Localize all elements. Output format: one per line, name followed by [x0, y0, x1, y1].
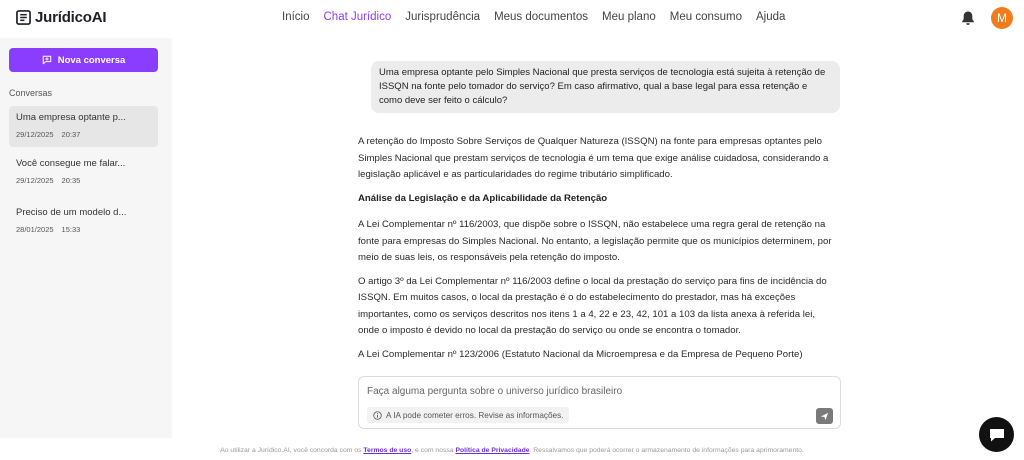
answer-paragraph: A Lei Complementar nº 116/2003, que dispõe sobre o ISSQN, não estabelece uma regra geral de retenção na fonte para empresas do Simples Nacional. No entanto, a legislação permite que os municípios determinem, por meio de suas leis, os responsáveis pela retenção do imposto.: [358, 219, 832, 263]
conversation-time: 20:37: [61, 130, 81, 139]
nav-item-chat-juridico[interactable]: Chat Jurídico: [323, 11, 392, 23]
conversation-date: 29/12/2025: [16, 130, 54, 139]
info-icon: [373, 411, 382, 420]
conversation-date: 28/01/2025: [16, 225, 54, 234]
chat-plus-icon: [42, 55, 52, 65]
user-message-bubble: Uma empresa optante pelo Simples Nacional que presta serviços de tecnologia está sujeita à retenção de ISSQN na fonte pelo tomador do serviço? Em caso afirmativo, qual a base legal para essa retenção e como deve ser feito o cálculo?: [371, 61, 840, 113]
main-nav: [282, 11, 785, 23]
question-input[interactable]: [367, 383, 807, 399]
chat-bubble-icon: [988, 427, 1006, 443]
chat-area: [172, 38, 1024, 438]
send-icon: [820, 412, 829, 421]
footer-text: , e com nossa: [411, 447, 456, 454]
send-button[interactable]: [816, 408, 833, 424]
nav-item-ajuda[interactable]: Ajuda: [755, 11, 786, 23]
footer-text: Ao utilizar a Jurídico.AI, você concorda com os: [220, 447, 364, 454]
privacy-policy-link[interactable]: Política de Privacidade: [455, 447, 530, 454]
message-composer: [358, 376, 841, 429]
conversation-timestamp: [16, 130, 151, 139]
ai-warning-badge: [367, 407, 569, 423]
terms-of-use-link[interactable]: Termos de uso: [363, 447, 412, 454]
conversation-title: Você consegue me falar...: [16, 158, 126, 169]
nav-item-jurisprudencia[interactable]: Jurisprudência: [405, 11, 481, 23]
conversation-title: Preciso de um modelo d...: [16, 207, 127, 218]
support-chat-button[interactable]: [979, 417, 1014, 452]
conversation-sidebar: [0, 38, 172, 438]
conversation-timestamp: [16, 225, 151, 234]
conversation-time: 15:33: [61, 225, 81, 234]
answer-heading: Análise da Legislação e da Aplicabilidade da Retenção: [358, 192, 608, 204]
conversation-time: 20:35: [61, 176, 81, 185]
document-logo-icon: [16, 10, 31, 25]
top-header: [0, 0, 1024, 38]
footer-text: . Ressalvamos que poderá ocorrer o armazenamento de informações para aprimoramento.: [529, 447, 804, 454]
conversation-item[interactable]: [9, 152, 158, 193]
new-conversation-button[interactable]: [9, 48, 158, 72]
brand-name: JurídicoAI: [35, 9, 107, 26]
bell-icon[interactable]: [960, 10, 976, 26]
answer-paragraph: A Lei Complementar nº 123/2006 (Estatuto Nacional da Microempresa e da Empresa de Pequeno Porte): [358, 348, 803, 360]
legal-footer: [0, 438, 1024, 460]
nav-item-meus-documentos[interactable]: Meus documentos: [494, 11, 589, 23]
brand-logo[interactable]: [16, 9, 106, 26]
answer-paragraph: O artigo 3º da Lei Complementar nº 116/2003 define o local da prestação do serviço para fins de incidência do ISSQN. Em muitos casos, o local da prestação é o do estabelecimento do prestador, mas há exceções importantes, como os serviços descritos nos itens 1 a 4, 22 e 23, 42, 101 a 103 da lista anexa à referida lei, onde o imposto é devido no local da prestação do serviço ou onde se encontra o tomador.: [358, 275, 827, 336]
new-conversation-label: Nova conversa: [57, 54, 126, 66]
assistant-answer: [358, 134, 838, 370]
conversations-heading: Conversas: [9, 88, 53, 98]
ai-warning-text: A IA pode cometer erros. Revise as informações.: [386, 410, 564, 420]
conversation-timestamp: [16, 176, 151, 185]
answer-paragraph: A retenção do Imposto Sobre Serviços de Qualquer Natureza (ISSQN) na fonte para empresas optantes pelo Simples Nacional que prestam serviços de tecnologia é um tema que exige análise cuidadosa, considerando a legislação aplicável e as particularidades do regime tributário simplificado.: [358, 136, 829, 180]
nav-item-inicio[interactable]: Início: [282, 11, 310, 23]
conversation-title: Uma empresa optante p...: [16, 112, 126, 123]
nav-item-meu-consumo[interactable]: Meu consumo: [669, 11, 742, 23]
conversation-item[interactable]: [9, 106, 158, 147]
conversation-date: 29/12/2025: [16, 176, 54, 185]
user-avatar[interactable]: M: [991, 7, 1013, 29]
conversation-item[interactable]: [9, 201, 158, 242]
nav-item-meu-plano[interactable]: Meu plano: [602, 11, 656, 23]
